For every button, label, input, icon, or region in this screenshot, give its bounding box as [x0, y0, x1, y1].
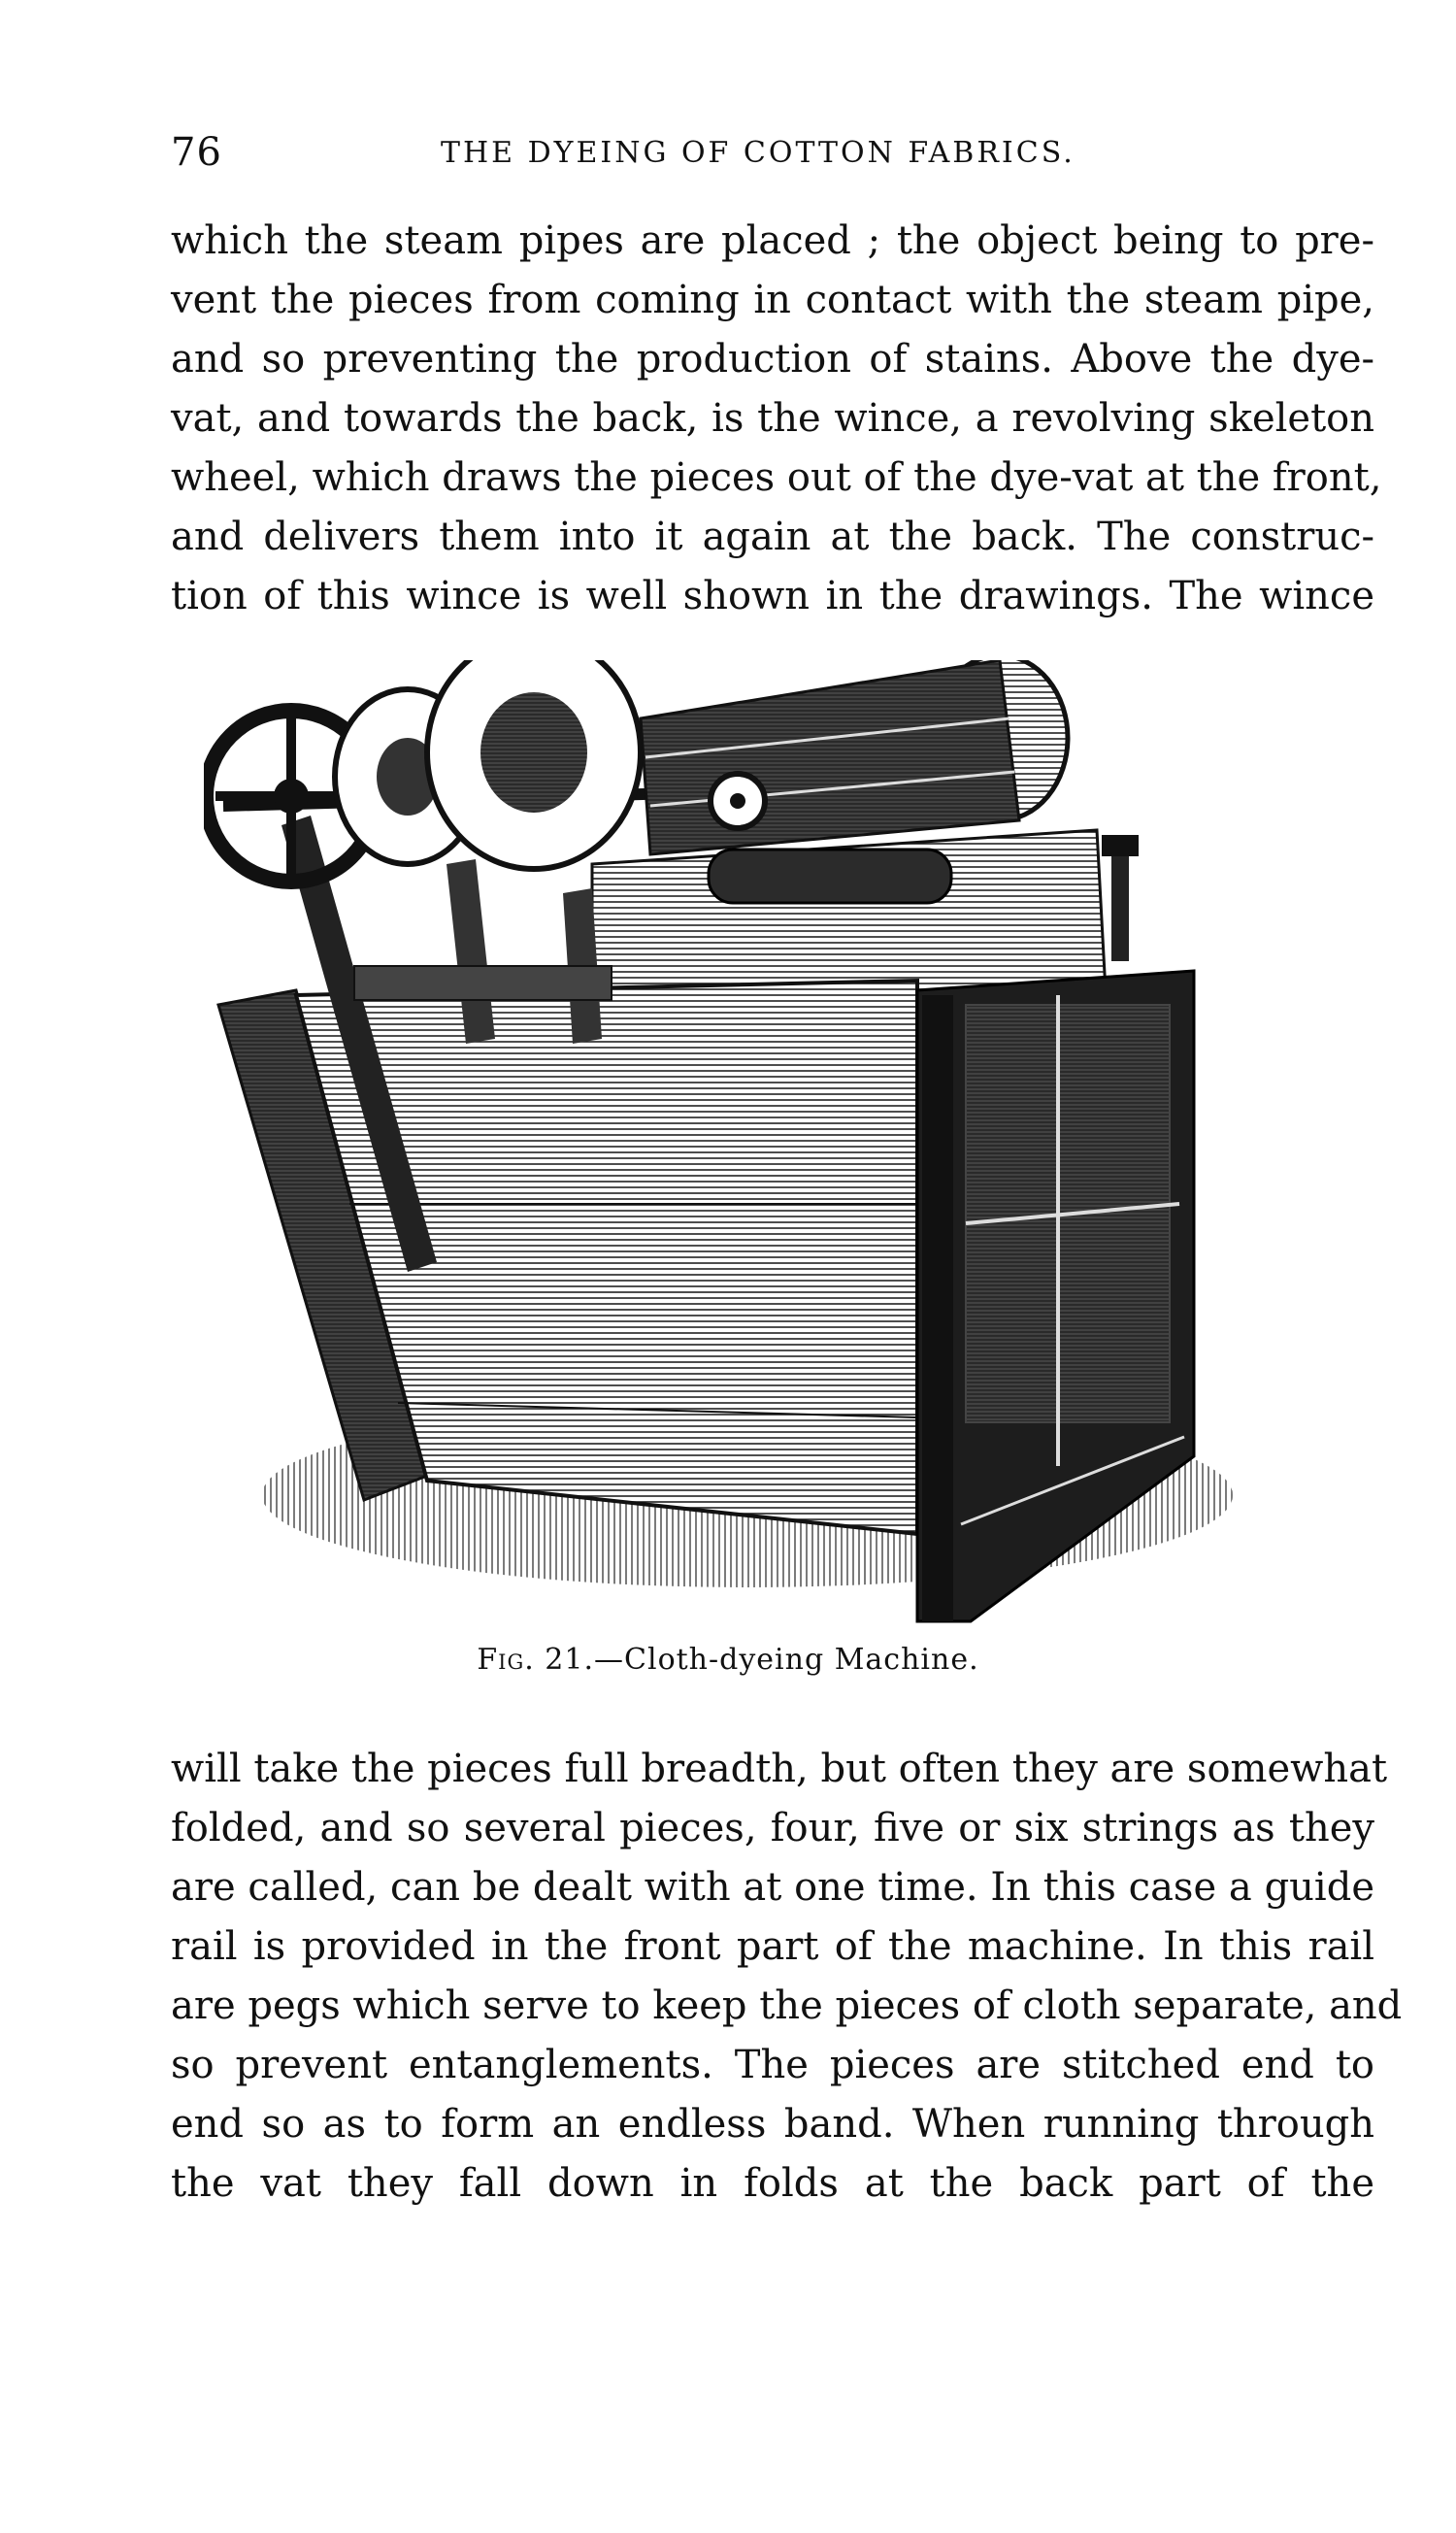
machine-illustration: [204, 660, 1364, 1631]
text-line: are called, can be dealt with at one time. In this case a guide: [171, 1865, 1374, 1910]
text-line: vent the pieces from coming in contact with the steam pipe,: [171, 278, 1374, 322]
text-line: and so preventing the production of stains. Above the dye-: [171, 337, 1374, 382]
page-number: 76: [171, 130, 222, 175]
text-line: will take the pieces full breadth, but often they are somewhat: [171, 1747, 1388, 1791]
running-head: [171, 130, 1374, 184]
running-title: THE DYEING OF COTTON FABRICS.: [441, 136, 1075, 170]
text-line: folded, and so several pieces, four, five or six strings as they: [171, 1806, 1374, 1850]
text-line: which the steam pipes are placed ; the object being to pre-: [171, 218, 1374, 263]
text-line: and delivers them into it again at the back. The construc-: [171, 515, 1374, 559]
text-line: are pegs which serve to keep the pieces of cloth separate, and: [171, 1983, 1403, 2028]
text-line: so prevent entanglements. The pieces are stitched end to: [171, 2043, 1374, 2087]
text-line: the vat they fall down in folds at the back part of the: [171, 2161, 1374, 2206]
text-line: tion of this wince is well shown in the drawings. The wince: [171, 574, 1374, 618]
text-line: end so as to form an endless band. When running through: [171, 2102, 1374, 2147]
text-line: wheel, which draws the pieces out of the dye-vat at the front,: [171, 455, 1382, 500]
figure-caption-text: —Cloth-dyeing Machine.: [594, 1643, 979, 1677]
paragraph-1: [171, 212, 1382, 626]
figure-caption: [0, 1643, 1456, 1677]
text-line: vat, and towards the back, is the wince, a revolving skeleton: [171, 396, 1374, 441]
paragraph-2: [171, 1740, 1403, 2214]
figure-label: Fig. 21.: [477, 1643, 595, 1677]
text-line: rail is provided in the front part of the machine. In this rail: [171, 1924, 1374, 1969]
